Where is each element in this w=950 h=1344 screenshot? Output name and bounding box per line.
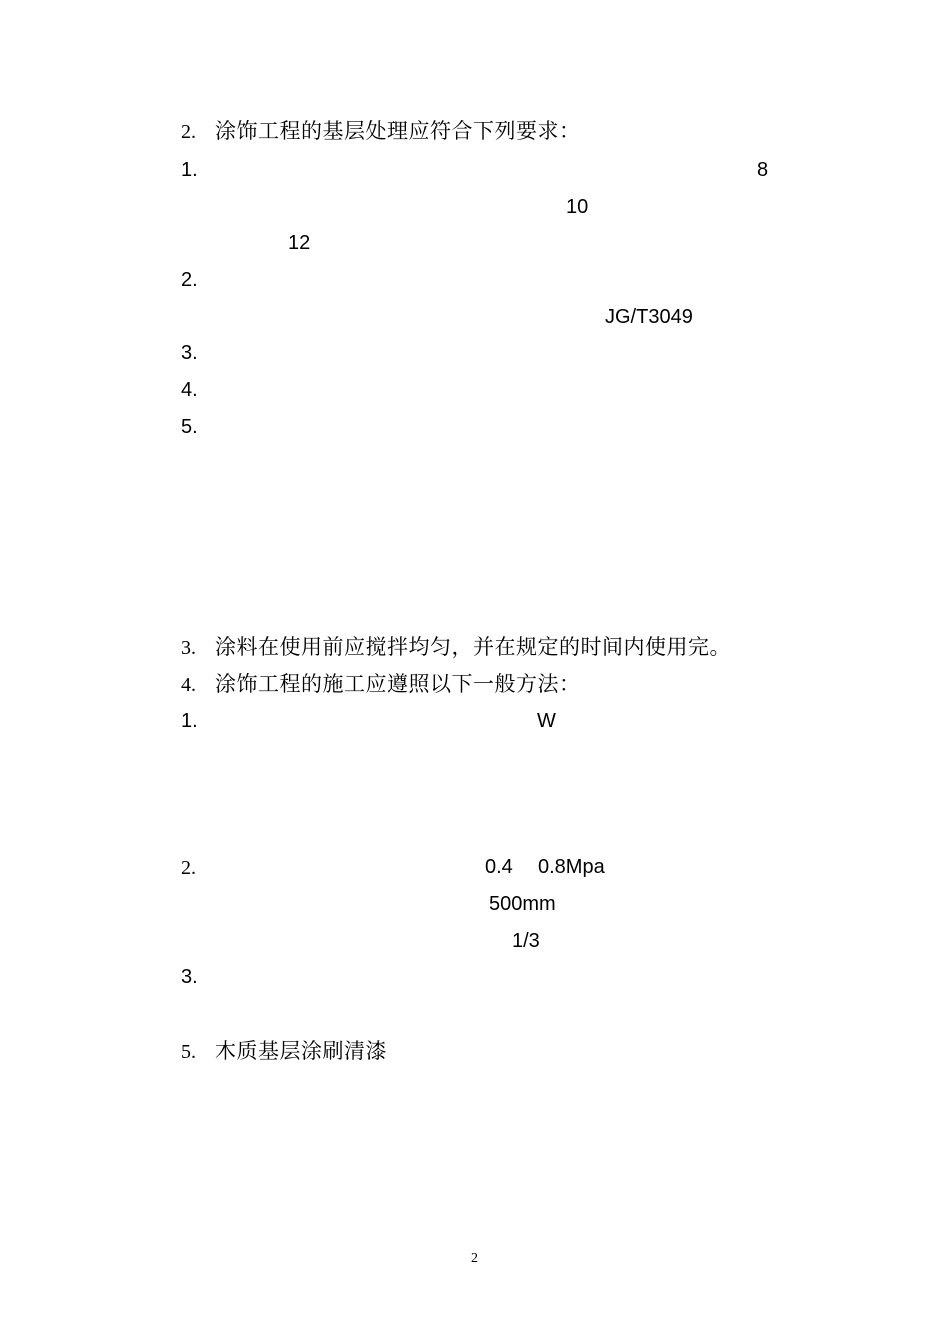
section-heading: 涂料在使用前应搅拌均匀，并在规定的时间内使用完。 [215, 635, 731, 659]
item-fragment: JG/T3049 [605, 306, 693, 328]
item-fragment: 10 [566, 196, 589, 218]
section-number: 5. [181, 1041, 196, 1063]
item-number: 4. [181, 379, 198, 401]
section-number: 2. [181, 121, 196, 143]
item-fragment: 0.4 [485, 856, 513, 878]
item-number: 5. [181, 416, 198, 438]
item-number: 1. [181, 159, 198, 181]
page-number: 2 [471, 1251, 478, 1266]
section-number: 3. [181, 637, 196, 659]
item-number: 2. [181, 857, 196, 879]
item-fragment: 0.8Mpa [538, 856, 605, 878]
item-number: 2. [181, 269, 198, 291]
item-fragment: 500mm [489, 893, 556, 915]
item-fragment: 1/3 [512, 930, 540, 952]
section-heading: 木质基层涂刷清漆 [215, 1039, 387, 1063]
item-fragment: W [537, 710, 556, 732]
item-number: 1. [181, 710, 198, 732]
item-number: 3. [181, 342, 198, 364]
section-heading: 涂饰工程的基层处理应符合下列要求： [215, 119, 581, 143]
item-number: 3. [181, 966, 198, 988]
section-heading: 涂饰工程的施工应遵照以下一般方法： [215, 672, 581, 696]
section-number: 4. [181, 674, 196, 696]
item-fragment: 8 [757, 159, 769, 181]
item-fragment: 12 [288, 232, 311, 254]
